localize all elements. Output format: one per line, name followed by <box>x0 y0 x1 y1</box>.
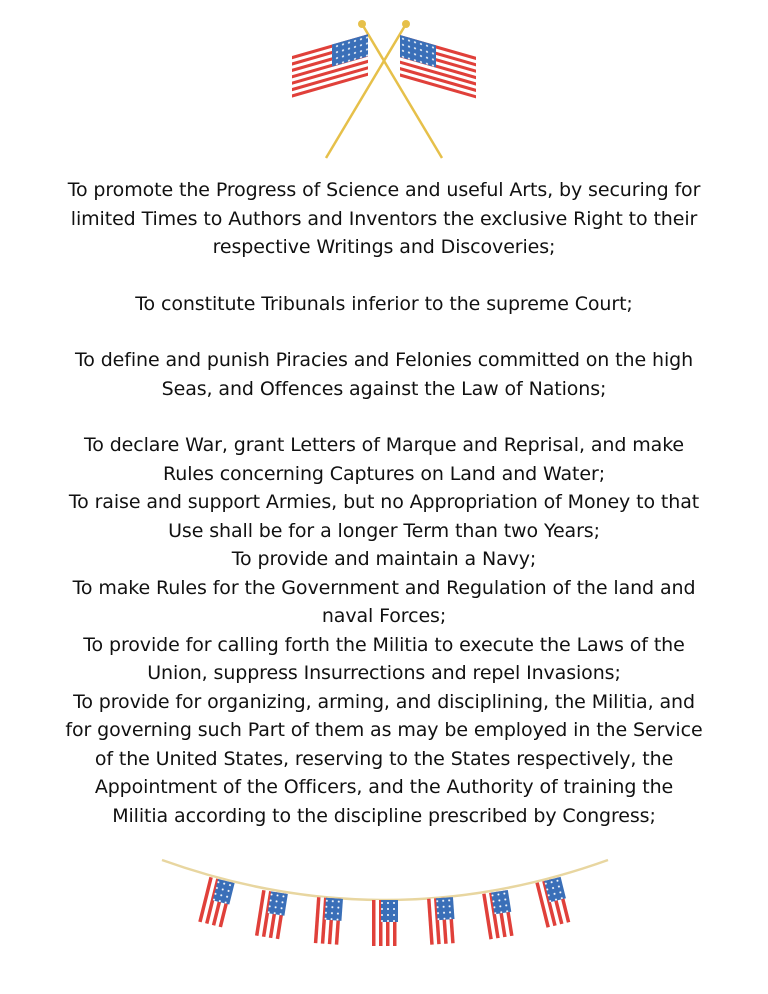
paragraph <box>40 346 728 403</box>
flag-bunting-illustration <box>150 850 620 960</box>
paragraph <box>40 431 728 830</box>
text-line: Rules concerning Captures on Land and Water; <box>163 462 605 485</box>
crossed-flags-illustration <box>284 18 484 160</box>
text-line: respective Writings and Discoveries; <box>212 236 556 258</box>
right-us-flag-icon <box>400 35 476 99</box>
text-line: Appointment of the Officers, and the Authority of training the <box>94 776 674 798</box>
bunting-flag-icon <box>198 877 234 928</box>
text-line: To promote the Progress of Science and useful Arts, by securing for <box>67 179 701 201</box>
text-line: Union, suppress Insurrections and repel Invasions; <box>147 662 621 684</box>
article-text <box>40 176 728 830</box>
bunting-flag-icon <box>314 897 343 945</box>
text-line: To make Rules for the Government and Regulation of the land and <box>72 576 696 599</box>
text-line: To constitute Tribunals inferior to the supreme Court; <box>135 292 633 315</box>
text-line: To raise and support Armies, but no Appropriation of Money to that <box>68 491 700 513</box>
text-line: Seas, and Offences against the Law of Nations; <box>161 377 607 400</box>
bunting-flag-icon <box>372 900 398 946</box>
text-line: limited Times to Authors and Inventors the exclusive Right to their <box>70 207 698 230</box>
text-line: To declare War, grant Letters of Marque and Reprisal, and make <box>83 434 685 456</box>
left-us-flag-icon <box>292 34 368 98</box>
text-line: of the United States, reserving to the States respectively, the <box>94 747 674 770</box>
bunting-flag-icon <box>535 877 571 928</box>
text-line: To define and punish Piracies and Felonies committed on the high <box>74 349 694 371</box>
text-line: Use shall be for a longer Term than two Years; <box>168 519 600 542</box>
text-line: Militia according to the discipline prescribed by Congress; <box>112 804 656 827</box>
bunting-flag-icon <box>427 897 456 945</box>
text-line: To provide and maintain a Navy; <box>231 548 537 570</box>
paragraph <box>40 290 728 319</box>
text-line: To provide for calling forth the Militia to execute the Laws of the <box>83 633 685 656</box>
text-line: To provide for organizing, arming, and disciplining, the Militia, and <box>73 690 695 713</box>
text-line: naval Forces; <box>321 605 447 627</box>
text-line: for governing such Part of them as may be employed in the Service <box>65 719 703 741</box>
paragraph <box>40 176 728 262</box>
bunting-flag-icon <box>255 890 288 940</box>
bunting-flag-icon <box>482 890 515 940</box>
